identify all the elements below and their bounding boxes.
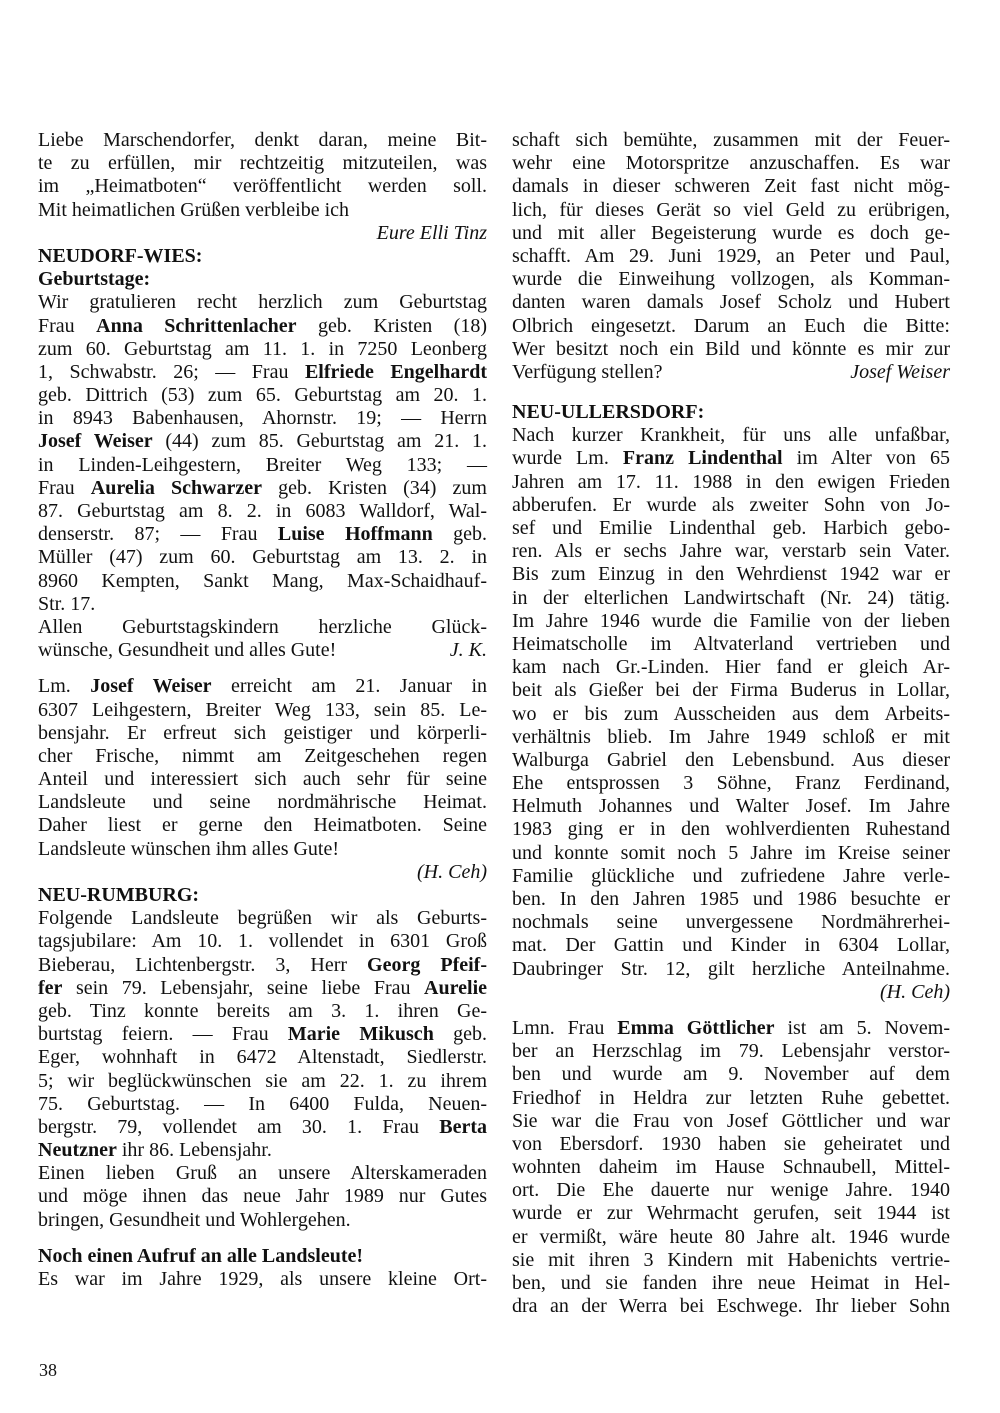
text-line [512,818,950,841]
text-line [512,656,950,679]
text-segment: in 8943 Babenhausen, Ahornstr. 19; — Herrn [38,407,487,430]
text-line [512,772,950,795]
text-line [38,477,487,500]
text-segment: Mit heimatlichen Grüßen verbleibe ich [38,198,350,221]
text-segment: wünsche, Gesundheit und alles Gute! [38,639,337,662]
text-segment: nochmals seine unvergessene Nordmährerhei- [512,911,950,934]
text-segment: Verfügung stellen? [512,360,663,383]
text-segment: Müller (47) zum 60. Geburtstag am 13. 2. in [38,546,487,569]
text-segment: burtstag feiern. — Frau [38,1023,288,1046]
bold-text: Georg Pfeif- [367,953,488,976]
text-line [512,563,950,586]
text-segment: damals in dieser schweren Zeit fast nicht mög- [512,175,950,198]
line-main [512,361,663,384]
bold-text: fer [38,976,63,999]
text-segment: schafft. Am 29. Juni 1929, an Peter und Paul, [512,244,950,267]
text-line [512,795,950,818]
text-line [38,1093,487,1116]
text-line [512,610,950,633]
text-segment: Friedhof in Heldra zur letzten Ruhe gebettet. [512,1086,950,1109]
text-line [512,726,950,749]
text-segment: Jahren am 17. 11. 1988 in den ewigen Frieden [512,470,950,493]
text-line [38,175,487,198]
text-segment: Helmuth Johannes und Walter Josef. Im Jahre [512,795,950,818]
text-segment: im Alter von 65 [782,447,950,470]
text-segment: Einen lieben Gruß an unsere Alterskameraden [38,1162,487,1185]
right-column [512,129,950,1318]
text-line [38,907,487,930]
text-line [38,1023,487,1046]
text-line [38,361,487,384]
text-segment: Frau [38,314,97,337]
text-line [512,361,950,384]
text-segment: Lmn. Frau [512,1016,618,1039]
text-line [512,1063,950,1086]
text-segment: geb. [432,523,487,546]
text-line [38,1046,487,1069]
text-line [38,407,487,430]
text-segment: kam nach Gr.-Linden. Hier fand er gleich Ar- [512,656,950,679]
text-line [512,1202,950,1225]
text-line [512,152,950,175]
text-line [38,129,487,152]
text-segment: cher Frische, nimmt am Zeitgeschehen regen [38,744,487,767]
text-line [38,454,487,477]
text-line [512,1295,950,1318]
text-line [512,1110,950,1133]
text-segment: wohnten daheim im Hause Schnaubell, Mittel- [512,1156,950,1179]
text-line [38,268,487,291]
text-segment: wurde die Einweihung vollzogen, als Komman- [512,268,950,291]
bold-text: NEU-RUMBURG: [38,884,200,906]
text-segment: Familie glückliche und zufriedene Jahre verle- [512,864,950,887]
bold-text: Aurelia Schwarzer [90,476,263,499]
text-segment: 1983 ging er in den wohlverdienten Ruhestand [512,818,950,841]
text-line [512,587,950,610]
text-line [38,1139,487,1162]
text-line [512,842,950,865]
text-line [38,954,487,977]
text-segment: wo er bis zum Ausscheiden aus dem Arbeits- [512,702,950,725]
text-line [512,338,950,361]
text-line [38,745,487,768]
text-line [38,1116,487,1139]
text-segment: bergstr. 79, vollendet am 30. 1. Frau [38,1115,440,1138]
text-line [38,791,487,814]
bold-text: Berta [439,1115,487,1138]
text-line [38,639,487,662]
text-segment: Es war im Jahre 1929, als unsere kleine Ort- [38,1268,487,1290]
text-line [512,129,950,152]
text-segment: geb. [433,1023,487,1046]
text-segment: Folgende Landsleute begrüßen wir als Geburts- [38,907,487,930]
text-line [38,699,487,722]
text-line [38,338,487,361]
text-line [512,1133,950,1156]
italic-text: (H. Ceh) [880,980,950,1003]
text-line [38,199,487,222]
text-segment: denserstr. 87; — Frau [38,523,278,546]
italic-text: Josef Weiser [850,360,950,383]
text-line [512,1040,950,1063]
bold-text: Emma Göttlicher [617,1016,775,1039]
text-line [38,1000,487,1023]
text-line [38,861,487,884]
text-segment: geb. Kristen (34) zum [262,476,487,499]
text-segment: wurde er zur Wehrmacht gerufen, seit 1944 ist [512,1202,950,1225]
text-line [512,703,950,726]
text-segment: sein 79. Lebensjahr, seine liebe Frau [62,976,425,999]
bold-text: Franz Lindenthal [622,447,783,470]
text-line [38,675,487,698]
paragraph-gap [38,1232,487,1245]
text-line [512,268,950,291]
text-line [38,384,487,407]
text-segment: ben und wurde am 9. November auf dem [512,1063,950,1086]
text-segment: (44) zum 85. Geburtstag am 21. 1. [152,430,487,453]
text-line [38,722,487,745]
text-line [512,911,950,934]
text-line [512,749,950,772]
text-segment: sie mit ihren 3 Kindern mit Habenichts vertrie- [512,1248,950,1271]
text-segment: ihr 86. Lebensjahr. [116,1139,272,1162]
left-column [38,129,487,1291]
text-line [512,865,950,888]
text-segment: Bieberau, Lichtenbergstr. 3, Herr [38,953,368,976]
text-line [512,222,950,245]
text-line [38,930,487,953]
text-line [38,768,487,791]
text-line [512,1272,950,1295]
text-line [512,315,950,338]
text-line [512,981,950,1004]
page-number: 38 [39,1360,57,1380]
bold-text: Anna Schrittenlacher [96,314,297,337]
text-segment: in der elterlichen Landwirtschaft (Nr. 24) tätig. [512,586,950,609]
text-segment: ber an Herzschlag im 79. Lebensjahr verstor- [512,1040,950,1063]
text-line [512,1156,950,1179]
text-segment: wurde Lm. [512,447,623,470]
bold-text: NEUDORF-WIES: [38,244,203,267]
italic-text: (H. Ceh) [417,860,487,883]
text-segment: Landsleute wünschen ihm alles Gute! [38,837,340,860]
text-line [512,471,950,494]
text-line [38,1185,487,1208]
text-segment: 5; wir beglückwünschen sie am 22. 1. zu ihrem [38,1069,487,1092]
text-segment: Anteil und interessiert sich auch sehr für seine [38,768,487,791]
text-segment: 1, Schwabstr. 26; — Frau [38,360,305,383]
text-line [512,517,950,540]
bold-text: Luise Hoffmann [277,523,433,546]
text-line [512,175,950,198]
text-segment: geb. Kristen (18) [296,314,487,337]
text-segment: wehr eine Motorspritze anzuschaffen. Es war [512,152,950,175]
text-segment: mat. Der Gattin und Kinder in 6304 Lollar, [512,934,950,957]
text-line [38,570,487,593]
signature [850,361,950,384]
text-line [512,424,950,447]
text-segment: ist am 5. Novem- [774,1016,951,1039]
text-line [512,633,950,656]
bold-text: Neutzner [38,1139,117,1162]
paragraph-gap [38,662,487,675]
text-line [512,1179,950,1202]
bold-text: Geburtstage: [38,268,151,291]
text-line [512,958,950,981]
text-segment: Ehe entsprossen 3 Söhne, Franz Ferdinand, [512,772,950,795]
text-segment: von Ebersdorf. 1930 haben sie geheiratet und [512,1132,950,1155]
text-line [38,152,487,175]
text-segment: und mit aller Begeisterung wurde es doch ge- [512,221,950,244]
text-line [512,1017,950,1040]
text-segment: Walburga Gabriel den Lebensbund. Aus dieser [512,748,950,771]
text-segment: Daubringer Str. 12, gilt herzliche Anteilnahme. [512,957,950,980]
signature [450,639,487,662]
text-segment: Landsleute und seine nordmährische Heimat. [38,791,487,814]
text-segment: geb. Dittrich (53) zum 65. Geburtstag am 20. 1. [38,384,487,407]
text-line [512,679,950,702]
section-heading [512,401,950,424]
bold-text: NEU-ULLERSDORF: [512,401,705,424]
text-segment: Str. 17. [38,592,96,615]
text-segment: bensjahr. Er erfreut sich geistiger und körperli- [38,721,487,744]
text-segment: ben. In den Jahren 1985 und 1986 besuchte er [512,888,950,910]
text-segment: und konnte somit noch 5 Jahre im Kreise seiner [512,841,950,864]
bold-text: Aurelie [424,976,487,999]
text-line [38,523,487,546]
text-segment: Lm. [38,675,91,698]
text-line [512,494,950,517]
section-heading [38,1245,487,1268]
italic-text: J. K. [449,639,487,662]
text-line [38,315,487,338]
text-line [38,1268,487,1291]
text-line [38,616,487,639]
text-segment: Sie war die Frau von Josef Göttlicher und war [512,1109,950,1132]
text-line [512,447,950,470]
text-line [38,500,487,523]
bold-text: Josef Weiser [90,675,212,698]
text-segment: er vermißt, wäre heute 80 Jahre alt. 1946 wurde [512,1225,950,1248]
text-segment: und möge ihnen das neue Jahr 1989 nur Gutes [38,1185,487,1208]
text-segment: Eger, wohnhaft in 6472 Altenstadt, Siedlerstr. [38,1046,487,1069]
text-segment: im „Heimatboten“ veröffentlicht werden soll. [38,175,487,198]
text-segment: Heimatscholle im Altvaterland vertrieben und [512,632,950,655]
text-segment: zum 60. Geburtstag am 11. 1. in 7250 Leonberg [38,337,487,360]
text-line [38,838,487,861]
text-line [38,291,487,314]
section-heading [38,884,487,907]
text-segment: beit als Gießer bei der Firma Buderus in Lollar, [512,679,950,702]
text-segment: geb. Tinz konnte bereits am 3. 1. ihren Ge- [38,999,487,1022]
text-segment: Wer besitzt noch ein Bild und könnte es mir zur [512,337,950,360]
italic-text: Eure Elli Tinz [376,221,487,244]
text-segment: sef und Emilie Lindenthal geb. Harbich gebo- [512,517,950,539]
paragraph-gap [512,1004,950,1017]
text-segment: Im Jahre 1946 wurde die Familie von der lieben [512,609,950,632]
text-segment: 8960 Kempten, Sankt Mang, Max-Schaidhauf- [38,569,487,592]
text-segment: lich, für dieses Gerät so viel Geld zu erübrigen, [512,198,950,221]
text-line [512,888,950,911]
text-segment: abberufen. Er wurde als zweiter Sohn von Jo- [512,493,950,516]
text-line [512,1249,950,1272]
text-segment: schaft sich bemühte, zusammen mit der Feuer- [512,129,950,151]
text-segment: verhältnis blieb. Im Jahre 1949 schloß er mit [512,725,950,748]
text-segment: 87. Geburtstag am 8. 2. in 6083 Walldorf, Wal- [38,500,487,522]
text-line [38,222,487,245]
text-segment: ren. Als er sechs Jahre war, verstarb sein Vater. [512,540,950,563]
text-line [512,199,950,222]
text-line [512,1087,950,1110]
text-segment: ort. Die Ehe dauerte nur wenige Jahre. 1940 [512,1179,950,1202]
bold-text: Marie Mikusch [287,1023,434,1046]
text-segment: Allen Geburtstagskindern herzliche Glück- [38,615,487,638]
text-segment: Frau [38,476,91,499]
text-line [512,1226,950,1249]
text-line [38,977,487,1000]
bold-text: Noch einen Aufruf an alle Landsleute! [38,1244,364,1267]
text-line [38,546,487,569]
text-segment: erreicht am 21. Januar in [211,675,487,698]
text-segment: 6307 Leihgestern, Breiter Weg 133, sein 85. Le- [38,698,487,721]
text-segment: Wir gratulieren recht herzlich zum Geburtstag [38,291,487,314]
text-segment: dra an der Werra bei Eschwege. Ihr lieber Sohn [512,1295,950,1318]
text-line [512,540,950,563]
bold-text: Josef Weiser [38,430,153,453]
text-line [512,245,950,268]
text-segment: 75. Geburtstag. — In 6400 Fulda, Neuen- [38,1092,487,1115]
paragraph-gap [512,384,950,401]
section-heading [38,245,487,268]
text-line [38,814,487,837]
text-line [38,1070,487,1093]
text-segment: Daher liest er gerne den Heimatboten. Seine [38,814,487,837]
text-line [512,291,950,314]
text-segment: bringen, Gesundheit und Wohlergehen. [38,1208,351,1231]
text-segment: in Linden-Leihgestern, Breiter Weg 133; — [38,453,487,476]
text-segment: Nach kurzer Krankheit, für uns alle unfaßbar, [512,424,950,447]
text-segment: Bis zum Einzug in den Wehrdienst 1942 war er [512,563,950,586]
line-main [38,639,336,662]
text-line [38,1209,487,1232]
text-line [38,593,487,616]
bold-text: Elfriede Engelhardt [304,360,488,383]
text-segment: tagsjubilare: Am 10. 1. vollendet in 6301 Groß [38,930,487,953]
text-segment: danten waren damals Josef Scholz und Hubert [512,291,950,314]
text-line [38,1162,487,1185]
text-segment: Olbrich eingesetzt. Darum an Euch die Bitte: [512,314,950,337]
text-line [38,430,487,453]
text-line [512,934,950,957]
text-segment: te zu erfüllen, mir rechtzeitig mitzuteilen, was [38,152,487,175]
text-segment: ben, und sie fanden ihre neue Heimat in Hel- [512,1272,950,1294]
text-segment: Liebe Marschendorfer, denkt daran, meine Bit- [38,129,487,151]
